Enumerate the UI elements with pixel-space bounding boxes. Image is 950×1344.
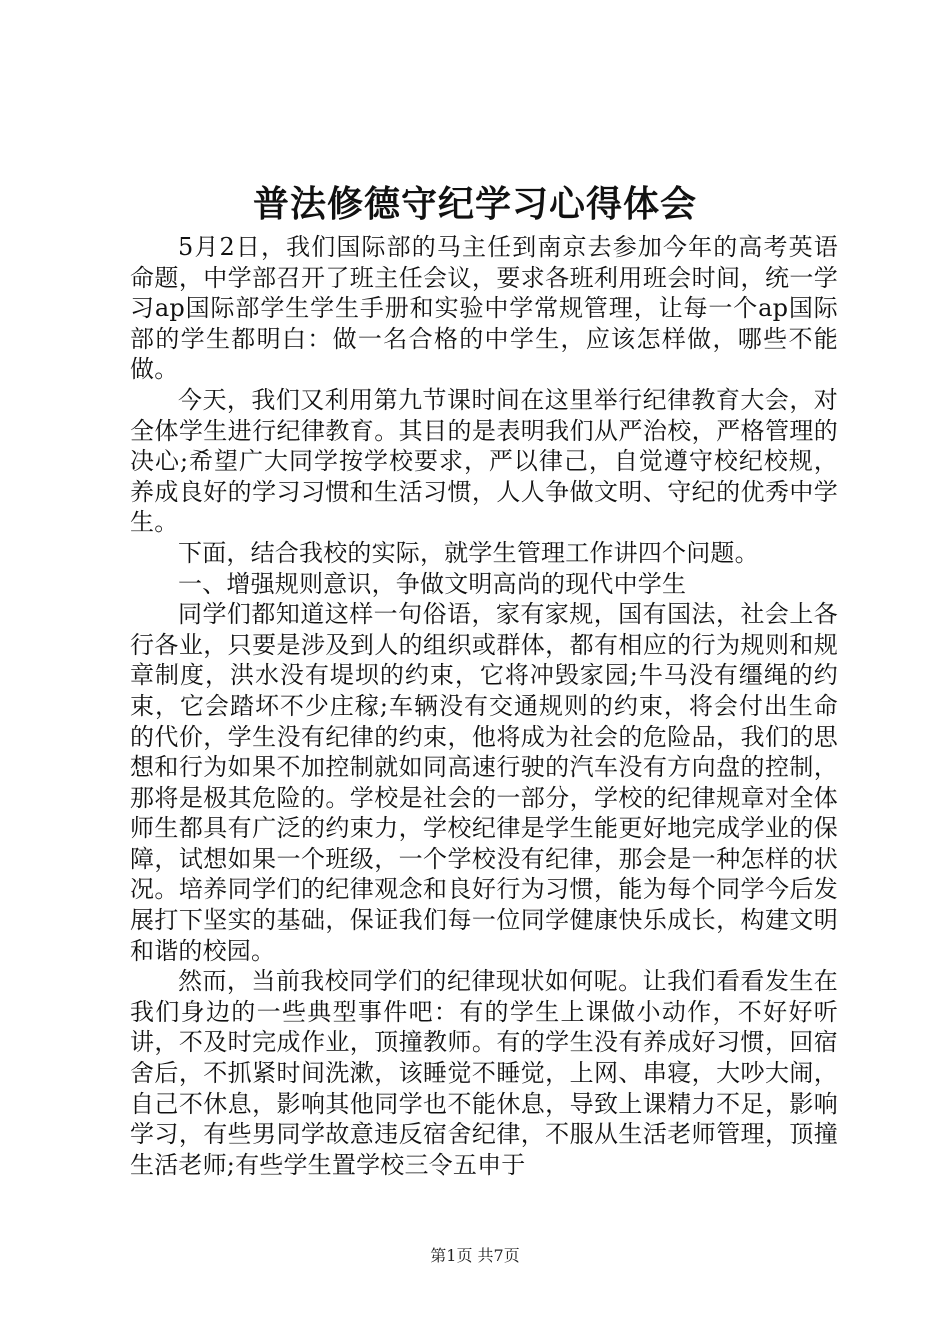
paragraph: 同学们都知道这样一句俗语，家有家规，国有国法，社会上各行各业，只要是涉及到人的组织或群体，都有相应的行为规则和规章制度，洪水没有堤坝的约束，它将冲毁家园;牛马没有缰绳的约束，它会踏坏不少庄稼;车辆没有交通规则的约束，将会付出生命的代价，学生没有纪律的约束，他将成为社会的危险品，我们的思想和行为如果不加控制就如同高速行驶的汽车没有方向盘的控制，那将是极其危险的。学校是社会的一部分，学校的纪律规章对全体师生都具有广泛的约束力，学校纪律是学生能更好地完成学业的保障，试想如果一个班级，一个学校没有纪律，那会是一种怎样的状况。培养同学们的纪律观念和良好行为习惯，能为每个同学今后发展打下坚实的基础，保证我们每一位同学健康快乐成长，构建文明和谐的校园。 <box>130 600 838 965</box>
paragraph: 然而，当前我校同学们的纪律现状如何呢。让我们看看发生在我们身边的一些典型事件吧：有的学生上课做小动作，不好好听讲，不及时完成作业，顶撞教师。有的学生没有养成好习惯，回宿舍后，不抓紧时间洗漱，该睡觉不睡觉，上网、串寝，大吵大闹，自己不休息，影响其他同学也不能休息，导致上课精力不足，影响学习，有些男同学故意违反宿舍纪律，不服从生活老师管理，顶撞生活老师;有些学生置学校三令五申于 <box>130 967 838 1179</box>
page-number-footer: 第1页 共7页 <box>430 1246 520 1265</box>
section-heading: 一、增强规则意识，争做文明高尚的现代中学生 <box>178 569 687 598</box>
paragraph: 下面，结合我校的实际，就学生管理工作讲四个问题。 <box>178 538 759 567</box>
document-title: 普法修德守纪学习心得体会 <box>252 183 697 225</box>
document-body <box>130 232 838 1180</box>
paragraph: 5月2日，我们国际部的马主任到南京去参加今年的高考英语命题，中学部召开了班主任会议，要求各班利用班会时间，统一学习ap国际部学生学生手册和实验中学常规管理，让每一个ap国际部的学生都明白：做一名合格的中学生，应该怎样做，哪些不能做。 <box>130 233 838 384</box>
paragraph: 今天，我们又利用第九节课时间在这里举行纪律教育大会，对全体学生进行纪律教育。其目的是表明我们从严治校，严格管理的决心;希望广大同学按学校要求，严以律己，自觉遵守校纪校规，养成良好的学习习惯和生活习惯，人人争做文明、守纪的优秀中学生。 <box>130 385 838 537</box>
